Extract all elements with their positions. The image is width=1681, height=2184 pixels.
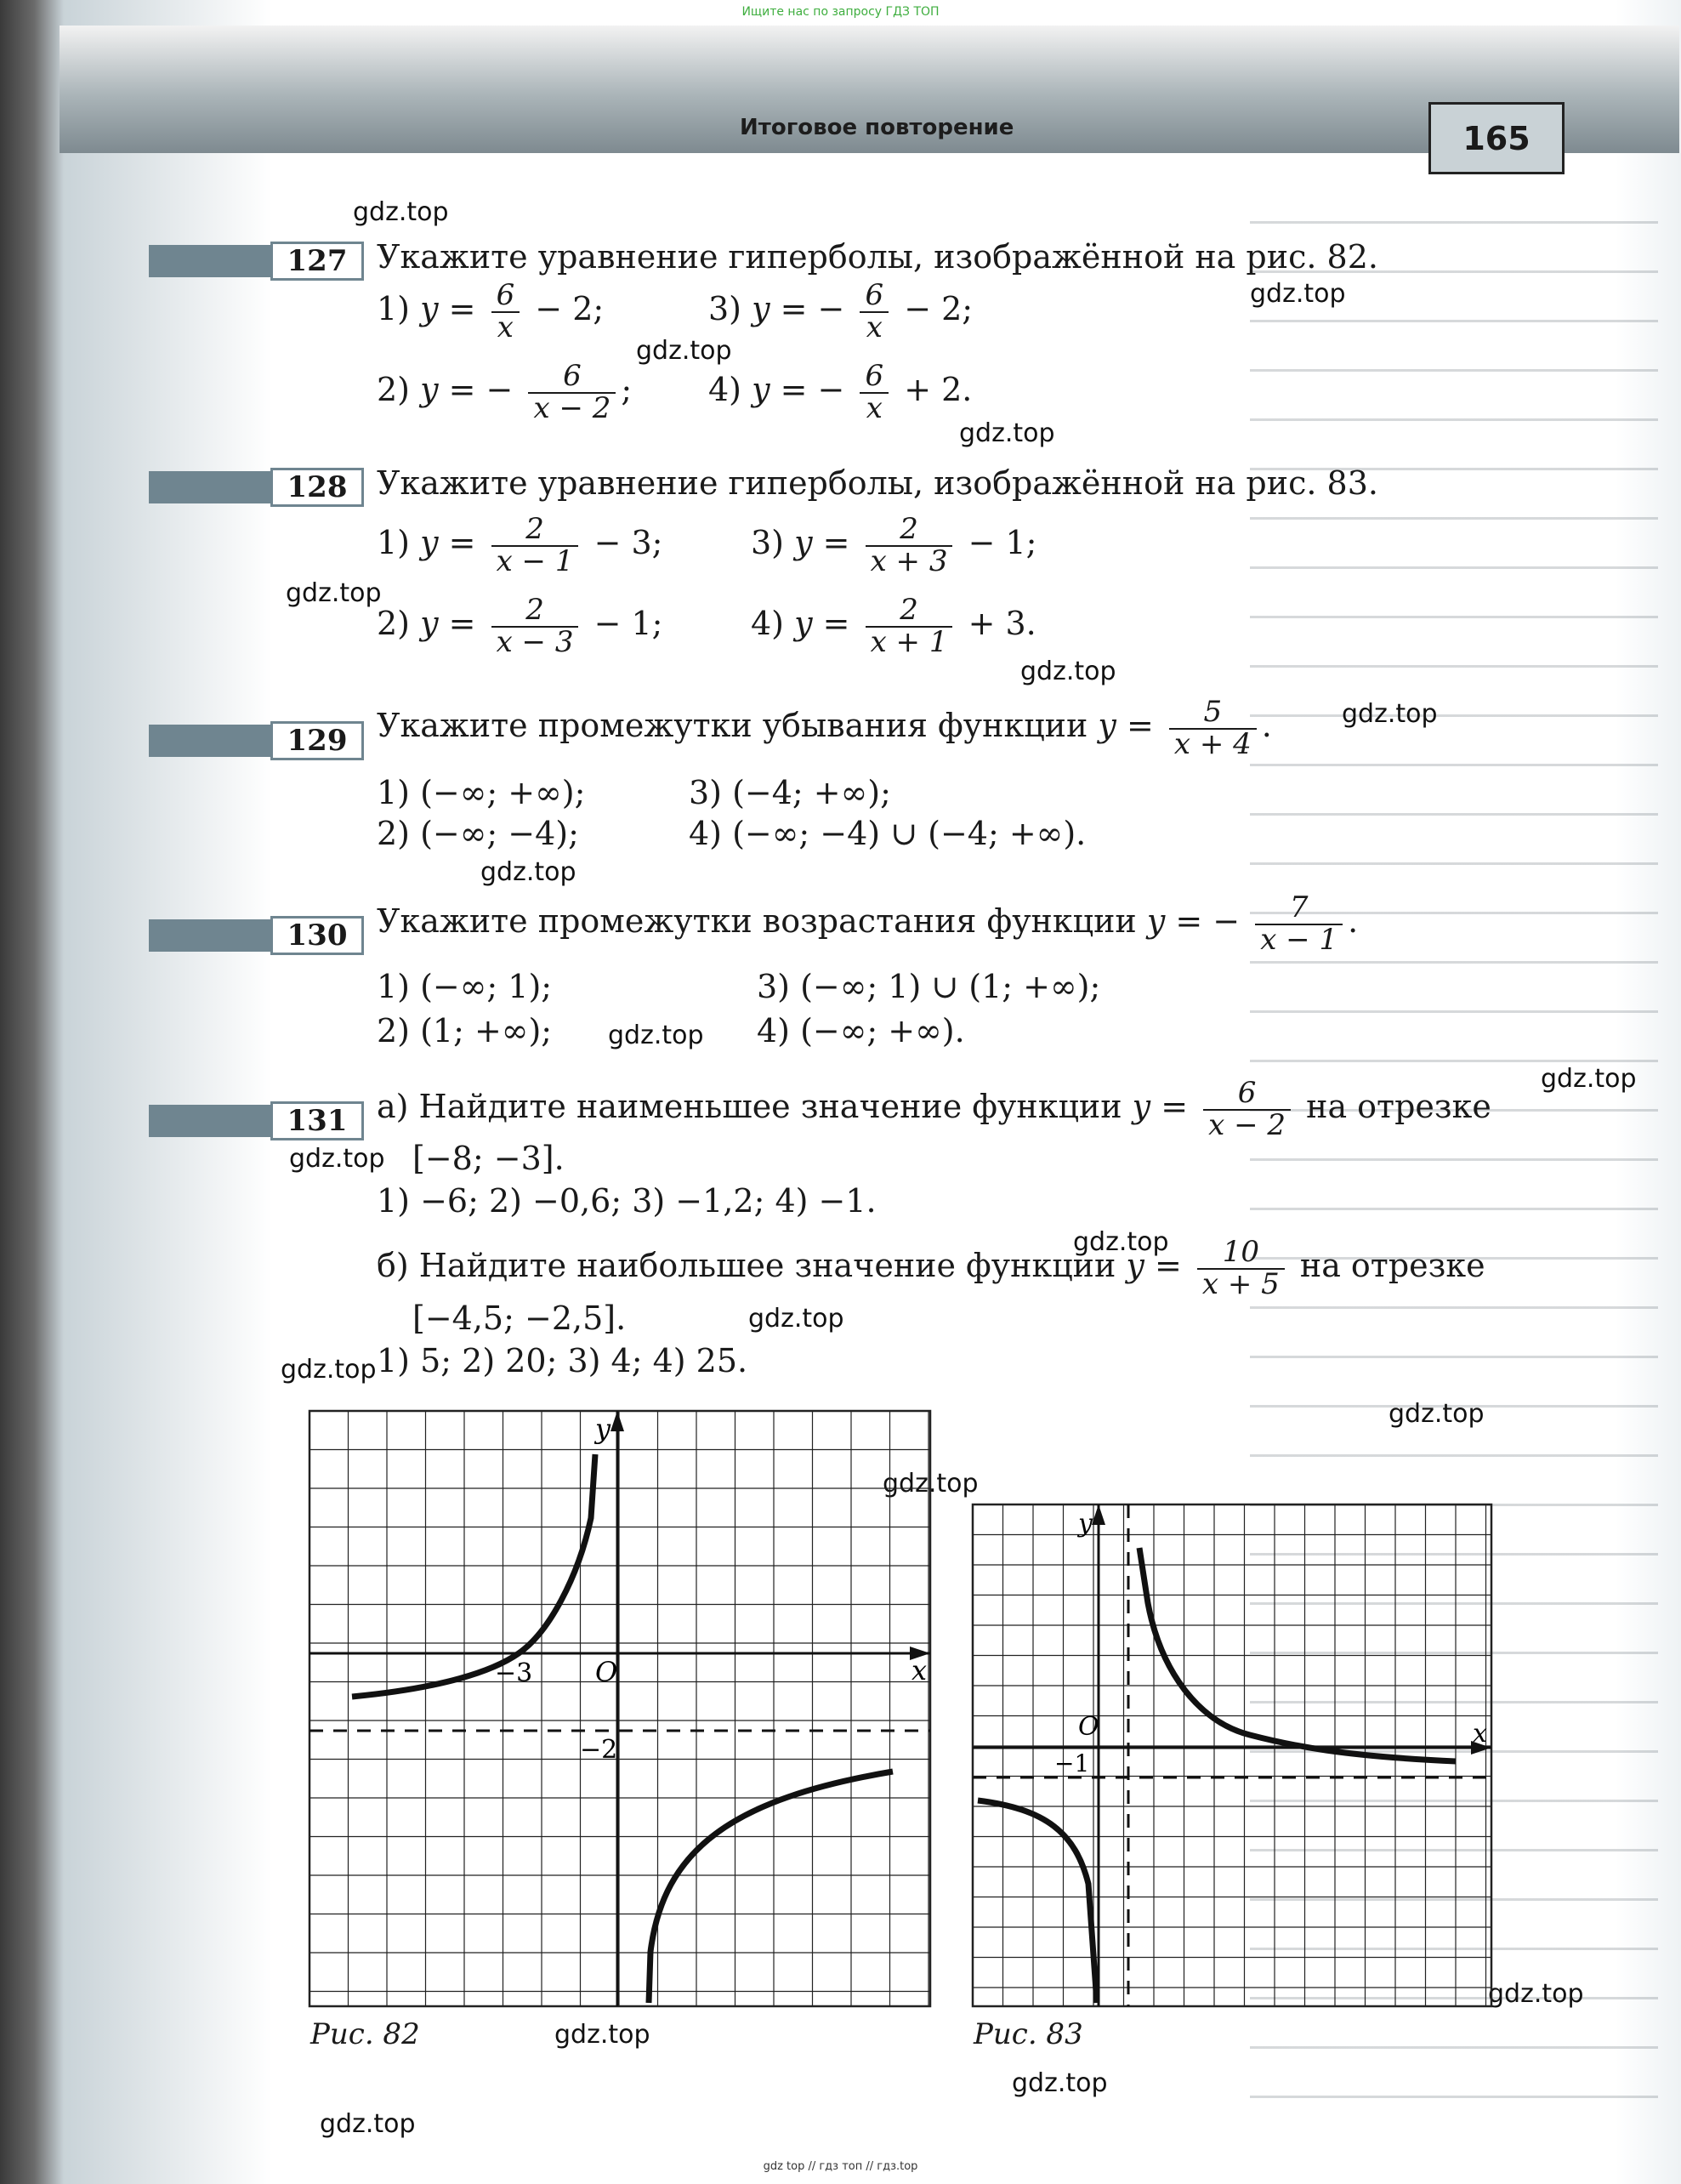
y-tick-label: −1 xyxy=(1054,1749,1090,1777)
problem-number: 128 xyxy=(270,468,364,507)
option: 2) (−∞; −4); xyxy=(377,815,579,852)
top-note: Ищите нас по запросу ГДЗ ТОП xyxy=(741,5,940,19)
hyperbola-right-branch xyxy=(649,1772,893,2003)
watermark: gdz.top xyxy=(1389,1399,1485,1429)
watermark: gdz.top xyxy=(1488,1979,1584,2009)
x-axis-label: x xyxy=(911,1654,928,1686)
watermark: gdz.top xyxy=(959,418,1055,448)
option: 2) y = − $\frac{6}{x - 2}$ ; xyxy=(377,359,633,425)
origin-label: O xyxy=(1078,1712,1099,1742)
problem-number: 130 xyxy=(270,916,364,955)
grid xyxy=(310,1411,930,2006)
watermark: gdz.top xyxy=(636,336,732,366)
problem-text: б) Найдите наибольшее значение функции y = $\frac{10}{x + 5}$ на отрезке xyxy=(377,1235,1485,1301)
option: 3) (−∞; 1) ∪ (1; +∞); xyxy=(757,968,1101,1005)
watermark: gdz.top xyxy=(353,197,449,227)
option: 3) (−4; +∞); xyxy=(689,774,891,811)
figure-82 xyxy=(306,1408,935,2011)
watermark: gdz.top xyxy=(1020,657,1116,686)
hyperbola-left-branch xyxy=(352,1454,595,1697)
watermark: gdz.top xyxy=(480,857,576,887)
watermark: gdz.top xyxy=(1073,1227,1169,1257)
header-title: Итоговое повторение xyxy=(740,115,1014,140)
watermark: gdz.top xyxy=(1012,2068,1108,2098)
problem-number: 127 xyxy=(270,242,364,281)
y-axis-label: y xyxy=(595,1413,611,1445)
option: 4) (−∞; −4) ∪ (−4; +∞). xyxy=(689,815,1087,852)
option: 2) (1; +∞); xyxy=(377,1012,553,1049)
problem-text: Укажите уравнение гиперболы, изображённой на рис. 83. xyxy=(377,464,1378,502)
x-tick-label: −3 xyxy=(495,1658,533,1688)
hyperbola-right-branch xyxy=(1139,1548,1456,1761)
watermark: gdz.top xyxy=(286,578,382,608)
figure-caption: Рис. 82 xyxy=(310,2017,420,2051)
hyperbola-left-branch xyxy=(978,1800,1097,2003)
interval: [−8; −3]. xyxy=(412,1140,565,1177)
problem-text: Укажите уравнение гиперболы, изображённой на рис. 82. xyxy=(377,238,1378,276)
problem-number: 129 xyxy=(270,721,364,760)
option: 3) y = $\frac{2}{x + 3}$ − 1; xyxy=(751,512,1037,578)
option: 1) y = $\frac{2}{x - 1}$ − 3; xyxy=(377,512,663,578)
problem-marker-bar xyxy=(149,245,276,277)
problem-number: 131 xyxy=(270,1101,364,1140)
y-axis-arrow xyxy=(610,1411,624,1431)
watermark: gdz.top xyxy=(281,1355,377,1385)
options-row: 1) 5; 2) 20; 3) 4; 4) 25. xyxy=(377,1342,748,1379)
watermark: gdz.top xyxy=(608,1021,704,1050)
options-row: 1) −6; 2) −0,6; 3) −1,2; 4) −1. xyxy=(377,1182,877,1220)
grid xyxy=(973,1504,1491,2006)
problem-marker-bar xyxy=(149,725,276,757)
problem-marker-bar xyxy=(149,471,276,503)
origin-label: O xyxy=(595,1656,618,1688)
bottom-note: gdz top // гдз топ // гдз.top xyxy=(763,2160,918,2173)
figure-83 xyxy=(969,1501,1496,2011)
watermark: gdz.top xyxy=(748,1304,844,1334)
problem-marker-bar xyxy=(149,1105,276,1137)
option: 1) (−∞; +∞); xyxy=(377,774,586,811)
x-axis-label: x xyxy=(1473,1719,1487,1749)
figure-caption: Рис. 83 xyxy=(974,2017,1083,2051)
interval: [−4,5; −2,5]. xyxy=(412,1300,627,1337)
page-number: 165 xyxy=(1428,102,1565,174)
watermark: gdz.top xyxy=(320,2109,416,2139)
watermark: gdz.top xyxy=(1541,1064,1637,1094)
y-tick-label: −2 xyxy=(580,1735,618,1765)
watermark: gdz.top xyxy=(289,1144,385,1174)
option: 4) (−∞; +∞). xyxy=(757,1012,965,1049)
watermark: gdz.top xyxy=(1250,279,1346,309)
watermark: gdz.top xyxy=(883,1469,979,1499)
option: 3) y = − $\frac{6}{x}$ − 2; xyxy=(708,278,974,344)
watermark: gdz.top xyxy=(1342,699,1438,729)
y-axis-label: y xyxy=(1078,1509,1093,1538)
watermark: gdz.top xyxy=(554,2020,650,2050)
option: 4) y = $\frac{2}{x + 1}$ + 3. xyxy=(751,593,1036,659)
option: 4) y = − $\frac{6}{x}$ + 2. xyxy=(708,359,973,425)
problem-text: Укажите промежутки возрастания функции y = − $\frac{7}{x - 1}$ . xyxy=(377,890,1359,957)
problem-text: Укажите промежутки убывания функции y = $\frac{5}{x + 4}$ . xyxy=(377,695,1272,761)
option: 1) y = $\frac{6}{x}$ − 2; xyxy=(377,278,605,344)
option: 2) y = $\frac{2}{x - 3}$ − 1; xyxy=(377,593,663,659)
option: 1) (−∞; 1); xyxy=(377,968,553,1005)
problem-text: а) Найдите наименьшее значение функции y = $\frac{6}{x - 2}$ на отрезке xyxy=(377,1076,1491,1142)
problem-marker-bar xyxy=(149,919,276,952)
